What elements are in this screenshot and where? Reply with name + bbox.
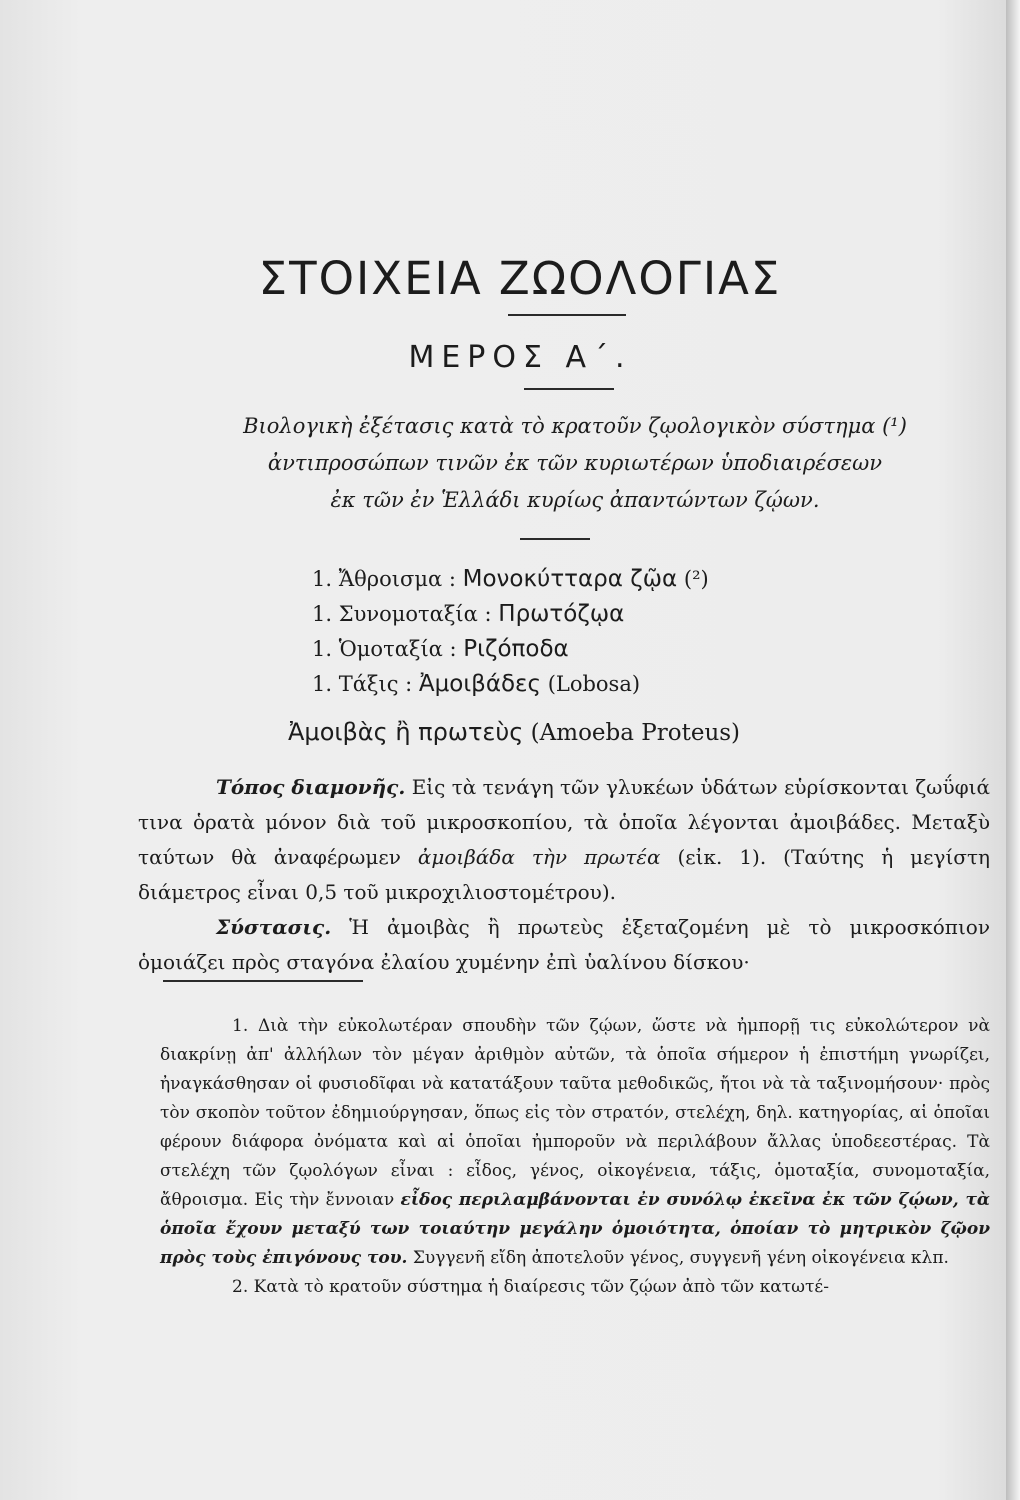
paragraph-emphasis: ἀμοιβάδα τὴν πρωτέα xyxy=(417,845,661,869)
page-edge xyxy=(1006,0,1020,1500)
subtitle-line: ἀντιπροσώπων τινῶν ἐκ τῶν κυριωτέρων ὑποδιαιρέσεων xyxy=(267,451,883,475)
taxonomy-note: (Lobosa) xyxy=(547,672,641,696)
taxonomy-row xyxy=(312,597,872,632)
section-heading-main: Ἀμοιβὰς ἢ πρωτεὺς xyxy=(288,718,524,746)
section-heading xyxy=(288,718,740,746)
footnote-text: 1. Διὰ τὴν εὐκολωτέραν σπουδὴν τῶν ζῴων, ὥστε νὰ ἠμπορῇ τις εὐκολώτερον νὰ διακρίνῃ ἀπ' ἀλλήλων τὸν μέγαν ἀριθμὸν αὐτῶν, τὰ ὁποῖα σήμερον ἡ ἐπιστήμη γνωρίζει, ἠναγκάσθησαν οἱ φυσιοδῖφαι νὰ κατατάξουν ταῦτα μεθοδικῶς, ἤτοι νὰ τὰ ταξινομήσουν· πρὸς τὸν σκοπὸν τοῦτον ἐδημιούργησαν, ὅπως εἰς τὸν στρατόν, στελέχη, δηλ. κατηγορίας, αἱ ὁποῖαι φέρουν διάφορα ὀνόματα καὶ αἱ ὁποῖαι ἠμποροῦν νὰ περιλάβουν ἄλλας ὑποδεεστέρας. Τὰ στελέχη τῶν ζῳολόγων εἶναι : εἶδος, γένος, οἰκογένεια, τάξις, ὁμοταξία, συνομοταξία, ἄθροισμα. Εἰς τὴν ἔννοιαν xyxy=(160,1016,990,1210)
subtitle-line: ἐκ τῶν ἐν Ἑλλάδι κυρίως ἀπαντώντων ζῴων. xyxy=(330,488,820,512)
taxonomy-value: Ριζόποδα xyxy=(463,636,569,662)
taxonomy-rank: Ἄθροισμα : xyxy=(338,567,456,591)
footnote xyxy=(160,1273,990,1302)
footnote-emphasis: εἶδος περιλαμβάνονται ἐν συνόλῳ ἐκεῖνα ἐκ τῶν ζῴων, τὰ ὁποῖα ἔχουν μεταξύ των τοιαύτην μεγάλην ὁμοιότητα, ὁποίαν τὸ μητρικὸν ζῷον πρὸς τοὺς ἐπιγόνους του. xyxy=(160,1190,990,1268)
divider xyxy=(520,538,590,540)
subtitle xyxy=(215,408,935,519)
part-heading: ΜΕΡΟΣ Α΄. xyxy=(408,340,632,375)
paragraph-lead: Σύστασις. xyxy=(216,915,332,939)
paragraph-lead: Τόπος διαμονῆς. xyxy=(216,775,406,799)
taxonomy-row xyxy=(312,562,872,597)
divider xyxy=(524,388,614,390)
taxonomy-row xyxy=(312,632,872,667)
taxonomy-value: Μονοκύτταρα ζῷα xyxy=(462,566,678,592)
taxonomy-note: (²) xyxy=(683,567,709,591)
page-title: ΣΤΟΙΧΕΙΑ ΖΩΟΛΟΓΙΑΣ xyxy=(258,252,782,305)
paragraph-text: Εἰς τὰ τενάγη τῶν γλυκέων ὑδάτων εὑρίσκονται ζωΰφιά τινα ὁρατὰ μόνον διὰ τοῦ μικροσκοπίου, τὰ ὁποῖα λέγονται ἀμοιβάδες. Μεταξὺ ταύτων θὰ ἀναφέρωμεν xyxy=(138,775,990,869)
taxonomy-rank: Συνομοταξία : xyxy=(338,602,492,626)
footnote-text: 2. Κατὰ τὸ κρατοῦν σύστημα ἡ διαίρεσις τῶν ζῴων ἀπὸ τῶν κατωτέ- xyxy=(232,1277,829,1297)
paragraph-text: Ἡ ἀμοιβὰς ἢ πρωτεὺς ἐξεταζομένη μὲ τὸ μικροσκόπιον ὁμοιάζει πρὸς σταγόνα ἐλαίου χυμένην ἐπὶ ὑαλίνου δίσκου· xyxy=(138,915,990,974)
taxonomy-value: Πρωτόζῳα xyxy=(498,601,625,627)
footnote-divider xyxy=(163,980,363,982)
taxonomy-number: 1. xyxy=(312,602,333,626)
footnote xyxy=(160,1012,990,1273)
taxonomy-number: 1. xyxy=(312,672,333,696)
paragraph-text: (εἰκ. 1). (Ταύτης ἡ μεγίστη διάμετρος εἶναι 0,5 τοῦ μικροχιλιοστομέτρου). xyxy=(138,845,991,904)
footnotes xyxy=(160,1012,990,1302)
paragraph xyxy=(138,770,990,910)
footnote-text: Συγγενῆ εἴδη ἀποτελοῦν γένος, συγγενῆ γένη οἰκογένεια κλπ. xyxy=(407,1248,949,1268)
section-heading-latin: (Amoeba Proteus) xyxy=(530,720,741,746)
taxonomy-list xyxy=(312,562,872,702)
taxonomy-row xyxy=(312,667,872,702)
body-text xyxy=(138,770,990,980)
paragraph xyxy=(138,910,990,980)
taxonomy-number: 1. xyxy=(312,637,333,661)
taxonomy-value: Ἀμοιβάδες xyxy=(418,671,541,697)
taxonomy-rank: Τάξις : xyxy=(338,672,413,696)
taxonomy-rank: Ὁμοταξία : xyxy=(338,637,457,661)
divider xyxy=(508,314,626,316)
taxonomy-number: 1. xyxy=(312,567,333,591)
subtitle-line: Βιολογικὴ ἐξέτασις κατὰ τὸ κρατοῦν ζῳολογικὸν σύστημα (¹) xyxy=(243,414,907,438)
